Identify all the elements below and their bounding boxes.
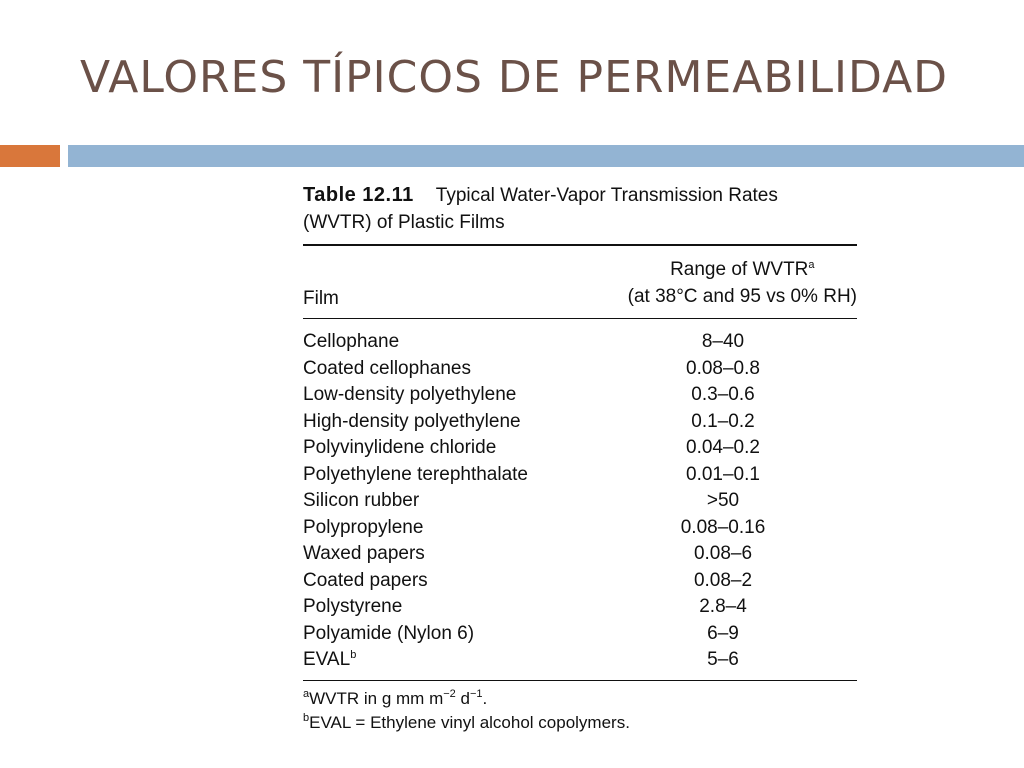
film-name: Coated papers [303,569,428,591]
table-row [303,541,857,568]
range-header-footnote-marker: a [808,259,815,271]
footnote-exponent: −2 [443,687,456,700]
caption-line-1: Typical Water-Vapor Transmission Rates [435,185,778,206]
table-row [303,462,857,489]
footnote-marker: b [303,711,310,724]
film-name: Cellophane [303,331,400,352]
wvtr-range-cell: 0.08–2 [693,569,753,591]
table-row [303,356,857,383]
footnote-text: EVAL = Ethylene vinyl alcohol copolymers. [309,712,630,732]
table-row [303,647,857,674]
film-name-cell [303,594,402,621]
film-name-cell [303,435,496,462]
footnote-text: WVTR in g mm m [309,688,444,708]
accent-bar [0,145,60,167]
film-name-cell [303,462,528,489]
column-header-range [628,256,857,310]
wvtr-range-cell: 0.08–0.16 [680,516,766,538]
table-footnotes [303,681,857,735]
wvtr-range-cell: 2.8–4 [699,596,747,617]
film-name-cell [303,647,356,674]
film-name-cell [303,541,425,568]
film-name-cell [303,382,516,409]
table-row [303,488,857,515]
wvtr-range-cell: 0.1–0.2 [691,410,755,432]
table-row [303,329,857,356]
table-row [303,621,857,648]
table-caption [303,182,857,209]
table-row [303,568,857,595]
film-name-cell [303,515,423,542]
table-row [303,435,857,462]
divider-bar [68,145,1024,167]
table-row [303,515,857,542]
wvtr-range-cell: 5–6 [707,649,739,670]
film-name-cell [303,409,521,436]
table-row [303,594,857,621]
film-name-cell [303,488,419,515]
film-name: Waxed papers [303,543,425,564]
film-name-cell [303,621,474,648]
footnote-marker: a [303,687,310,700]
slide-title: VALORES TÍPICOS DE PERMEABILIDAD [80,52,949,103]
footnote [303,687,857,711]
caption-line-2: (WVTR) of Plastic Films [303,212,505,233]
film-footnote-marker: b [350,649,357,661]
table-body [303,319,857,680]
wvtr-range-cell: 0.01–0.1 [686,463,760,485]
film-name-cell [303,568,428,595]
footnote-text: . [482,688,488,708]
film-name: Polyvinylidene chloride [303,437,497,458]
table-row [303,382,857,409]
footnote-text: d [455,688,470,708]
column-header-film: Film [303,288,339,309]
film-name: Polystyrene [303,596,403,617]
footnote-exponent: −1 [469,687,483,700]
wvtr-range-cell: 8–40 [701,331,745,352]
table-header-row [303,246,857,318]
wvtr-range-cell: 0.08–6 [693,543,753,564]
table-label: Table 12.11 [303,184,414,206]
film-name: Polypropylene [303,516,424,538]
film-name: High-density polyethylene [303,410,521,432]
film-name-cell [303,329,399,356]
wvtr-range-cell: >50 [706,490,740,511]
table-row [303,409,857,436]
wvtr-range-cell: 0.04–0.2 [686,437,760,458]
footnote [303,711,857,735]
wvtr-range-cell: 6–9 [707,622,739,644]
film-name-cell [303,356,471,383]
film-name: Coated cellophanes [303,357,471,379]
wvtr-range-cell: 0.3–0.6 [691,384,755,405]
wvtr-range-cell: 0.08–0.8 [686,357,760,379]
range-header-line-1: Range of WVTR [670,259,809,280]
film-name: Polyethylene terephthalate [303,463,528,485]
range-header-line-2: (at 38°C and 95 vs 0% RH) [627,286,857,307]
film-name: Silicon rubber [303,490,420,511]
film-name: Polyamide (Nylon 6) [303,622,475,644]
wvtr-table [303,182,857,735]
film-name: EVAL [303,649,351,670]
film-name: Low-density polyethylene [303,384,517,405]
